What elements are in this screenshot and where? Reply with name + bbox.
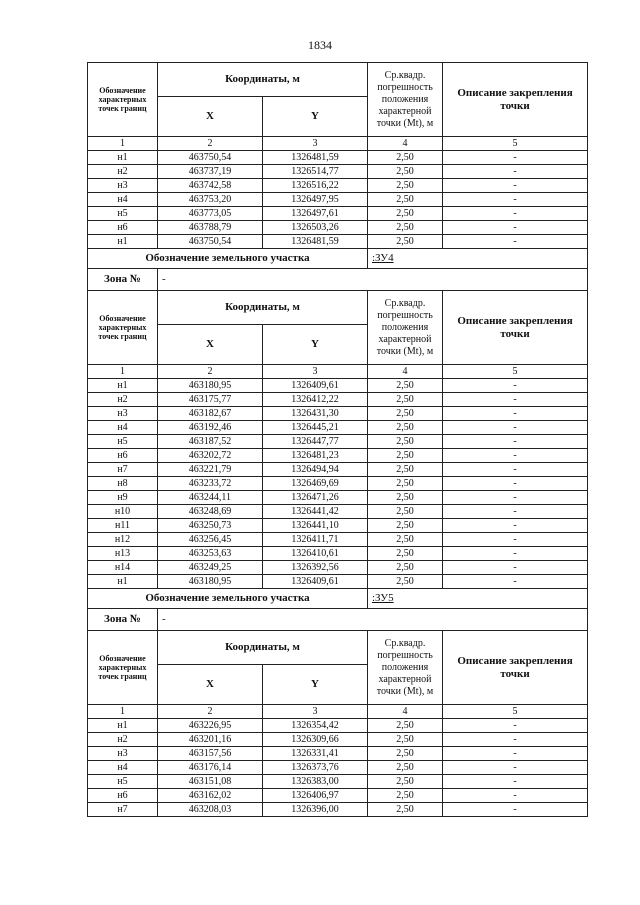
table2-column-number: 2: [158, 365, 263, 379]
table-row: [88, 393, 588, 407]
error-value: 2,50: [368, 533, 443, 547]
table1-header-point-label: Обозначение характерных точек границ: [88, 63, 158, 137]
error-value: 2,50: [368, 747, 443, 761]
coord-y: 1326396,00: [263, 803, 368, 817]
coord-x: 463176,14: [158, 761, 263, 775]
land-plot-row: [88, 249, 588, 269]
table1-column-number: 4: [368, 137, 443, 151]
point-name: н14: [88, 561, 158, 575]
table-row: [88, 719, 588, 733]
table-row: [88, 547, 588, 561]
table2-header-coords: Координаты, м: [158, 291, 368, 325]
coord-x: 463182,67: [158, 407, 263, 421]
coord-y: 1326471,26: [263, 491, 368, 505]
point-name: н3: [88, 747, 158, 761]
error-value: 2,50: [368, 393, 443, 407]
error-value: 2,50: [368, 179, 443, 193]
zone-value: -: [158, 269, 588, 291]
table-row: [88, 463, 588, 477]
coord-y: 1326409,61: [263, 379, 368, 393]
point-name: н6: [88, 221, 158, 235]
coord-x: 463248,69: [158, 505, 263, 519]
table2-header-number-row: [88, 365, 588, 379]
coord-y: 1326373,76: [263, 761, 368, 775]
point-name: н4: [88, 761, 158, 775]
point-name: н1: [88, 151, 158, 165]
error-value: 2,50: [368, 449, 443, 463]
table2-column-number: 4: [368, 365, 443, 379]
coord-y: 1326392,56: [263, 561, 368, 575]
error-value: 2,50: [368, 463, 443, 477]
coord-x: 463750,54: [158, 151, 263, 165]
coord-y: 1326412,22: [263, 393, 368, 407]
point-name: н4: [88, 421, 158, 435]
table-row: [88, 533, 588, 547]
table2-column-number: 1: [88, 365, 158, 379]
table3-header-number-row: [88, 705, 588, 719]
description: -: [443, 193, 588, 207]
table2-header-x: X: [158, 325, 263, 365]
coord-x: 463742,58: [158, 179, 263, 193]
coord-x: 463221,79: [158, 463, 263, 477]
table-row: [88, 379, 588, 393]
table3-header-y: Y: [263, 665, 368, 705]
error-value: 2,50: [368, 733, 443, 747]
table1-column-number: 3: [263, 137, 368, 151]
table2-header-error: Ср.квадр. погрешность положения характерной точки (Mt), м: [368, 291, 443, 365]
table2-column-number: 3: [263, 365, 368, 379]
table-row: [88, 747, 588, 761]
error-value: 2,50: [368, 803, 443, 817]
point-name: н7: [88, 803, 158, 817]
coord-x: 463180,95: [158, 575, 263, 589]
error-value: 2,50: [368, 575, 443, 589]
point-name: н6: [88, 449, 158, 463]
zone-value: -: [158, 609, 588, 631]
coord-x: 463256,45: [158, 533, 263, 547]
error-value: 2,50: [368, 207, 443, 221]
description: -: [443, 733, 588, 747]
zone-row: [88, 609, 588, 631]
table-row: [88, 449, 588, 463]
point-name: н1: [88, 379, 158, 393]
table1-column-number: 2: [158, 137, 263, 151]
error-value: 2,50: [368, 221, 443, 235]
coord-y: 1326516,22: [263, 179, 368, 193]
error-value: 2,50: [368, 151, 443, 165]
coord-y: 1326481,59: [263, 151, 368, 165]
land-plot-label: Обозначение земельного участка: [88, 249, 368, 269]
description: -: [443, 151, 588, 165]
error-value: 2,50: [368, 719, 443, 733]
table-row: [88, 505, 588, 519]
table1-header-x: X: [158, 97, 263, 137]
coordinates-table-body: [88, 63, 588, 817]
coord-x: 463157,56: [158, 747, 263, 761]
error-value: 2,50: [368, 761, 443, 775]
table-row: [88, 421, 588, 435]
coord-y: 1326497,61: [263, 207, 368, 221]
description: -: [443, 747, 588, 761]
description: -: [443, 421, 588, 435]
coord-y: 1326331,41: [263, 747, 368, 761]
error-value: 2,50: [368, 193, 443, 207]
point-name: н2: [88, 165, 158, 179]
coord-y: 1326445,21: [263, 421, 368, 435]
table2-column-number: 5: [443, 365, 588, 379]
coord-y: 1326481,59: [263, 235, 368, 249]
coord-y: 1326410,61: [263, 547, 368, 561]
description: -: [443, 179, 588, 193]
point-name: н6: [88, 789, 158, 803]
description: -: [443, 505, 588, 519]
table1-column-number: 5: [443, 137, 588, 151]
point-name: н12: [88, 533, 158, 547]
coordinates-document: [87, 62, 587, 817]
table1-header-number-row: [88, 137, 588, 151]
table-row: [88, 193, 588, 207]
description: -: [443, 803, 588, 817]
point-name: н13: [88, 547, 158, 561]
description: -: [443, 519, 588, 533]
land-plot-row: [88, 589, 588, 609]
description: -: [443, 761, 588, 775]
coord-x: 463753,20: [158, 193, 263, 207]
coord-x: 463202,72: [158, 449, 263, 463]
table3-header-row: [88, 631, 588, 665]
table3-header-error: Ср.квадр. погрешность положения характерной точки (Mt), м: [368, 631, 443, 705]
coord-x: 463244,11: [158, 491, 263, 505]
table-row: [88, 165, 588, 179]
land-plot-value: :ЗУ5: [368, 589, 588, 609]
description: -: [443, 221, 588, 235]
table2-header-row: [88, 291, 588, 325]
point-name: н10: [88, 505, 158, 519]
description: -: [443, 775, 588, 789]
coord-y: 1326441,10: [263, 519, 368, 533]
land-plot-value: :ЗУ4: [368, 249, 588, 269]
table2-header-y: Y: [263, 325, 368, 365]
coord-y: 1326497,95: [263, 193, 368, 207]
table1-header-y: Y: [263, 97, 368, 137]
description: -: [443, 165, 588, 179]
error-value: 2,50: [368, 519, 443, 533]
description: -: [443, 491, 588, 505]
land-plot-label: Обозначение земельного участка: [88, 589, 368, 609]
table3-column-number: 4: [368, 705, 443, 719]
coord-y: 1326447,77: [263, 435, 368, 449]
coord-y: 1326441,42: [263, 505, 368, 519]
table-row: [88, 179, 588, 193]
coord-x: 463162,02: [158, 789, 263, 803]
coord-y: 1326469,69: [263, 477, 368, 491]
coord-y: 1326494,94: [263, 463, 368, 477]
table1-header-error: Ср.квадр. погрешность положения характерной точки (Mt), м: [368, 63, 443, 137]
table3-header-x: X: [158, 665, 263, 705]
table1-header-description: Описание закрепления точки: [443, 63, 588, 137]
table-row: [88, 491, 588, 505]
point-name: н2: [88, 733, 158, 747]
description: -: [443, 575, 588, 589]
table-row: [88, 207, 588, 221]
coord-x: 463192,46: [158, 421, 263, 435]
zone-label: Зона №: [88, 609, 158, 631]
coord-x: 463737,19: [158, 165, 263, 179]
table3-header-description: Описание закрепления точки: [443, 631, 588, 705]
coord-x: 463750,54: [158, 235, 263, 249]
error-value: 2,50: [368, 477, 443, 491]
table3-column-number: 2: [158, 705, 263, 719]
point-name: н1: [88, 719, 158, 733]
point-name: н4: [88, 193, 158, 207]
point-name: н9: [88, 491, 158, 505]
error-value: 2,50: [368, 435, 443, 449]
table-row: [88, 519, 588, 533]
coord-x: 463201,16: [158, 733, 263, 747]
point-name: н3: [88, 179, 158, 193]
error-value: 2,50: [368, 547, 443, 561]
point-name: н3: [88, 407, 158, 421]
table-row: [88, 235, 588, 249]
error-value: 2,50: [368, 561, 443, 575]
page-number: 1834: [308, 38, 332, 52]
description: -: [443, 435, 588, 449]
description: -: [443, 449, 588, 463]
table-row: [88, 733, 588, 747]
table-row: [88, 477, 588, 491]
table-row: [88, 575, 588, 589]
description: -: [443, 379, 588, 393]
table-row: [88, 803, 588, 817]
coord-y: 1326406,97: [263, 789, 368, 803]
coord-y: 1326354,42: [263, 719, 368, 733]
coord-y: 1326309,66: [263, 733, 368, 747]
table-row: [88, 775, 588, 789]
point-name: н8: [88, 477, 158, 491]
zone-row: [88, 269, 588, 291]
point-name: н1: [88, 575, 158, 589]
table3-column-number: 5: [443, 705, 588, 719]
error-value: 2,50: [368, 235, 443, 249]
coord-x: 463180,95: [158, 379, 263, 393]
table1-header-coords: Координаты, м: [158, 63, 368, 97]
coord-x: 463208,03: [158, 803, 263, 817]
point-name: н2: [88, 393, 158, 407]
table-row: [88, 407, 588, 421]
table-row: [88, 761, 588, 775]
table3-column-number: 1: [88, 705, 158, 719]
coord-x: 463175,77: [158, 393, 263, 407]
error-value: 2,50: [368, 165, 443, 179]
point-name: н5: [88, 775, 158, 789]
error-value: 2,50: [368, 775, 443, 789]
table-row: [88, 789, 588, 803]
coord-x: 463226,95: [158, 719, 263, 733]
error-value: 2,50: [368, 407, 443, 421]
zone-label: Зона №: [88, 269, 158, 291]
coord-x: 463253,63: [158, 547, 263, 561]
coord-x: 463233,72: [158, 477, 263, 491]
coord-x: 463151,08: [158, 775, 263, 789]
coord-y: 1326431,30: [263, 407, 368, 421]
error-value: 2,50: [368, 505, 443, 519]
description: -: [443, 719, 588, 733]
description: -: [443, 235, 588, 249]
coordinates-table: [87, 62, 588, 817]
coord-x: 463249,25: [158, 561, 263, 575]
point-name: н5: [88, 435, 158, 449]
description: -: [443, 407, 588, 421]
description: -: [443, 533, 588, 547]
coord-y: 1326481,23: [263, 449, 368, 463]
table1-header-row: [88, 63, 588, 97]
coord-y: 1326411,71: [263, 533, 368, 547]
table2-header-point-label: Обозначение характерных точек границ: [88, 291, 158, 365]
point-name: н5: [88, 207, 158, 221]
description: -: [443, 547, 588, 561]
point-name: н11: [88, 519, 158, 533]
coord-y: 1326514,77: [263, 165, 368, 179]
coord-x: 463773,05: [158, 207, 263, 221]
coord-x: 463788,79: [158, 221, 263, 235]
coord-y: 1326503,26: [263, 221, 368, 235]
point-name: н7: [88, 463, 158, 477]
table-row: [88, 221, 588, 235]
error-value: 2,50: [368, 491, 443, 505]
point-name: н1: [88, 235, 158, 249]
coord-y: 1326409,61: [263, 575, 368, 589]
table-row: [88, 561, 588, 575]
coord-x: 463187,52: [158, 435, 263, 449]
description: -: [443, 789, 588, 803]
error-value: 2,50: [368, 789, 443, 803]
description: -: [443, 393, 588, 407]
coord-x: 463250,73: [158, 519, 263, 533]
table3-header-coords: Координаты, м: [158, 631, 368, 665]
error-value: 2,50: [368, 379, 443, 393]
table-row: [88, 151, 588, 165]
description: -: [443, 561, 588, 575]
error-value: 2,50: [368, 421, 443, 435]
coord-y: 1326383,00: [263, 775, 368, 789]
table2-header-description: Описание закрепления точки: [443, 291, 588, 365]
table3-header-point-label: Обозначение характерных точек границ: [88, 631, 158, 705]
description: -: [443, 477, 588, 491]
description: -: [443, 463, 588, 477]
table1-column-number: 1: [88, 137, 158, 151]
table3-column-number: 3: [263, 705, 368, 719]
description: -: [443, 207, 588, 221]
table-row: [88, 435, 588, 449]
